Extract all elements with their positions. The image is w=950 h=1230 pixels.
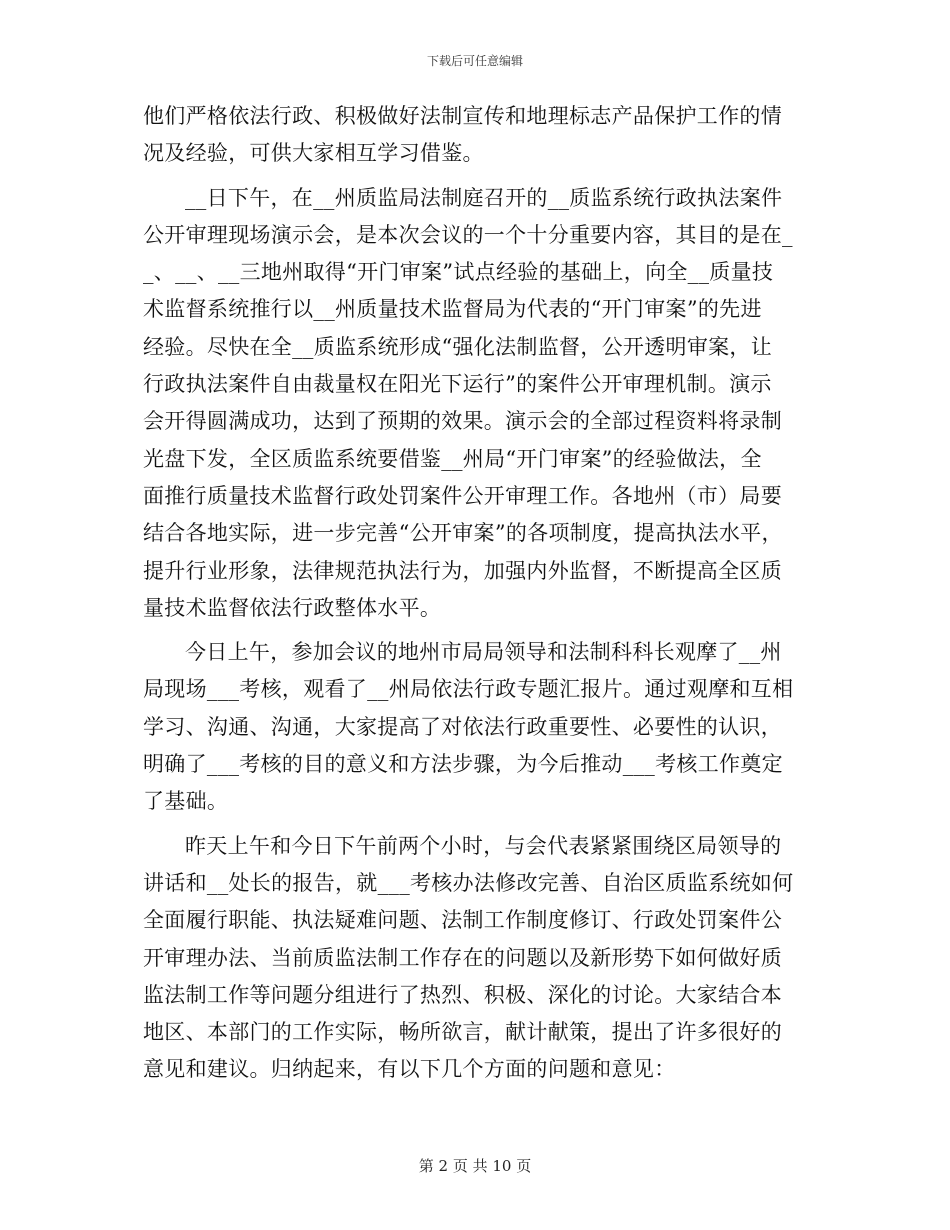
- document-body: [143, 98, 805, 1089]
- paragraph-2-line-3: _、__、__三地州取得“开门审案”试点经验的基础上，向全__质量技: [143, 260, 774, 285]
- page-number-footer: 第 2 页 共 10 页: [418, 1157, 532, 1175]
- paragraph-gap: [143, 627, 805, 634]
- paragraph-1-line-2: 况及经验，可供大家相互学习借鉴。: [143, 141, 484, 166]
- paragraph-2-line-2: 公开审理现场演示会，是本次会议的一个十分重要内容，其目的是在_: [143, 222, 793, 247]
- paragraph-2-line-6: 行政执法案件自由裁量权在阳光下运行”的案件公开审理机制。演示: [143, 372, 772, 397]
- paragraph-1-line-1: 他们严格依法行政、积极做好法制宣传和地理标志产品保护工作的情: [143, 104, 782, 128]
- paragraph-2-line-4: 术监督系统推行以__州质量技术监督局为代表的“开门审案”的先进: [143, 297, 762, 322]
- paragraph-4-line-3: 全面履行职能、执法疑难问题、法制工作制度修订、行政处罚案件公: [143, 908, 782, 933]
- paragraph-2-line-7: 会开得圆满成功，达到了预期的效果。演示会的全部过程资料将录制: [143, 409, 782, 434]
- paragraph-4-line-1: 昨天上午和今日下午前两个小时，与会代表紧紧围绕区局领导的: [185, 833, 782, 858]
- page-header-note: 下载后可任意编辑: [426, 54, 523, 68]
- paragraph-3-line-4: 明确了___考核的目的意义和方法步骤，为今后推动___考核工作奠定: [143, 752, 783, 777]
- paragraph-2-line-9: 面推行质量技术监督行政处罚案件公开审理工作。各地州（市）局要: [143, 483, 782, 508]
- paragraph-2-line-8: 光盘下发，全区质监系统要借鉴__州局“开门审案”的经验做法，全: [143, 446, 762, 471]
- paragraph-2-line-11: 提升行业形象，法律规范执法行为，加强内外监督，不断提高全区质: [143, 558, 782, 583]
- paragraph-4-line-7: 意见和建议。归纳起来，有以下几个方面的问题和意见：: [143, 1057, 676, 1082]
- paragraph-2-line-1: __日下午，在__州质监局法制庭召开的__质监系统行政执法案件: [185, 185, 783, 210]
- paragraph-4-line-4: 开审理办法、当前质监法制工作存在的问题以及新形势下如何做好质: [143, 945, 782, 970]
- paragraph-2-line-12: 量技术监督依法行政整体水平。: [143, 595, 442, 620]
- paragraph-3-line-1: 今日上午，参加会议的地州市局局领导和法制科科长观摩了__州: [185, 640, 782, 665]
- paragraph-3-line-2: 局现场___考核，观看了__州局依法行政专题汇报片。通过观摩和互相: [143, 677, 794, 702]
- paragraph-2-line-10: 结合各地实际，进一步完善“公开审案”的各项制度，提高执法水平，: [143, 521, 783, 546]
- paragraph-4-line-5: 监法制工作等问题分组进行了热烈、积极、深化的讨论。大家结合本: [143, 982, 782, 1007]
- paragraph-3-line-3: 学习、沟通、沟通，大家提高了对依法行政重要性、必要性的认识，: [143, 714, 782, 739]
- paragraph-4-line-2: 讲话和__处长的报告，就___考核办法修改完善、自治区质监系统如何: [143, 870, 794, 895]
- paragraph-3-line-5: 了基础。: [143, 789, 229, 814]
- paragraph-gap: [143, 173, 805, 180]
- paragraph-2-line-5: 经验。尽快在全__质监系统形成“强化法制监督，公开透明审案，让: [143, 334, 773, 359]
- paragraph-4-line-6: 地区、本部门的工作实际，畅所欲言，献计献策，提出了许多很好的: [143, 1020, 782, 1045]
- paragraph-gap: [143, 821, 805, 828]
